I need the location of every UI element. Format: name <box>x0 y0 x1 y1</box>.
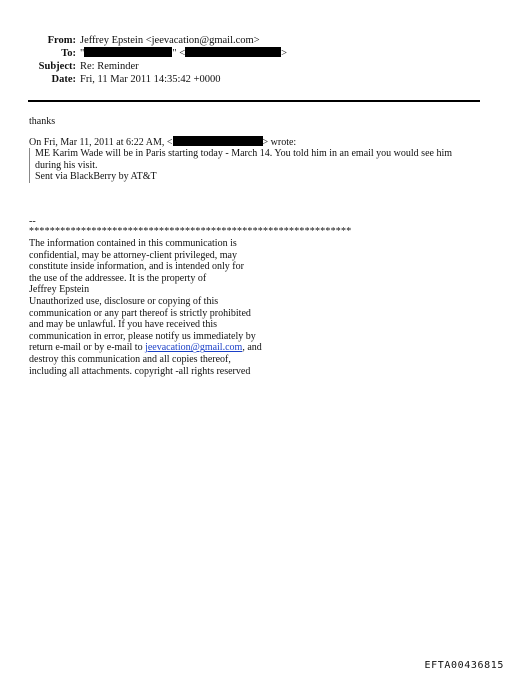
subject-row <box>0 60 139 73</box>
to-separator: " < <box>172 48 186 59</box>
disclaimer-text: return e-mail or by e-mail to <box>29 342 146 354</box>
subject-label: Subject: <box>38 61 76 72</box>
to-label: To: <box>61 48 76 59</box>
from-label: From: <box>47 35 76 46</box>
disclaimer-line: constitute inside information, and is intended only for <box>29 261 244 273</box>
quote-intro-start: On Fri, Mar 11, 2011 at 6:22 AM, < <box>29 137 173 148</box>
to-close: > <box>281 48 288 59</box>
quote-line: Sent via BlackBerry by AT&T <box>35 171 157 183</box>
disclaimer-line: Jeffrey Epstein <box>29 284 90 296</box>
reply-text: thanks <box>29 116 56 127</box>
redaction-block <box>173 136 263 146</box>
disclaimer-line: the use of the addressee. It is the property of <box>29 272 207 284</box>
signature-stars: ************************************************************** <box>29 226 352 237</box>
disclaimer-line: communication in error, please notify us immediately by <box>29 330 256 342</box>
email-link[interactable]: jeevacation@gmail.com <box>145 342 243 354</box>
redaction-block <box>84 47 172 57</box>
date-row <box>0 73 220 86</box>
from-row <box>0 34 260 47</box>
disclaimer-line: and may be unlawful. If you have received this <box>29 319 217 331</box>
to-row <box>0 47 287 60</box>
date-label: Date: <box>51 74 76 85</box>
date-value: Fri, 11 Mar 2011 14:35:42 +0000 <box>80 74 221 85</box>
subject-value: Re: Reminder <box>80 61 139 72</box>
disclaimer-line-with-link <box>29 342 262 354</box>
quote-intro-end: > wrote: <box>262 137 297 148</box>
quote-line: during his visit. <box>35 159 98 171</box>
from-value: Jeffrey Epstein <jeevacation@gmail.com> <box>80 35 260 46</box>
disclaimer-line: destroy this communication and all copies thereof, <box>29 353 231 365</box>
disclaimer-text: , and <box>242 342 262 354</box>
signature-dashes: -- <box>29 216 36 227</box>
quote-intro <box>29 136 296 149</box>
document-id: EFTA00436815 <box>424 660 504 671</box>
quoted-message <box>29 148 452 183</box>
disclaimer-line: communication or any part thereof is strictly prohibited <box>29 307 251 319</box>
disclaimer <box>29 238 262 377</box>
to-quote-open: " <box>80 48 85 59</box>
quote-line: ME Karim Wade will be in Paris starting today - March 14. You told him in an email you would see him <box>35 148 453 159</box>
disclaimer-line: confidential, may be attorney-client privileged, may <box>29 249 237 261</box>
redaction-block <box>185 47 281 57</box>
disclaimer-line: Unauthorized use, disclosure or copying of this <box>29 295 219 307</box>
header-divider <box>28 100 480 102</box>
disclaimer-line: including all attachments. copyright -all rights reserved <box>29 365 251 377</box>
disclaimer-line: The information contained in this communication is <box>29 238 237 249</box>
